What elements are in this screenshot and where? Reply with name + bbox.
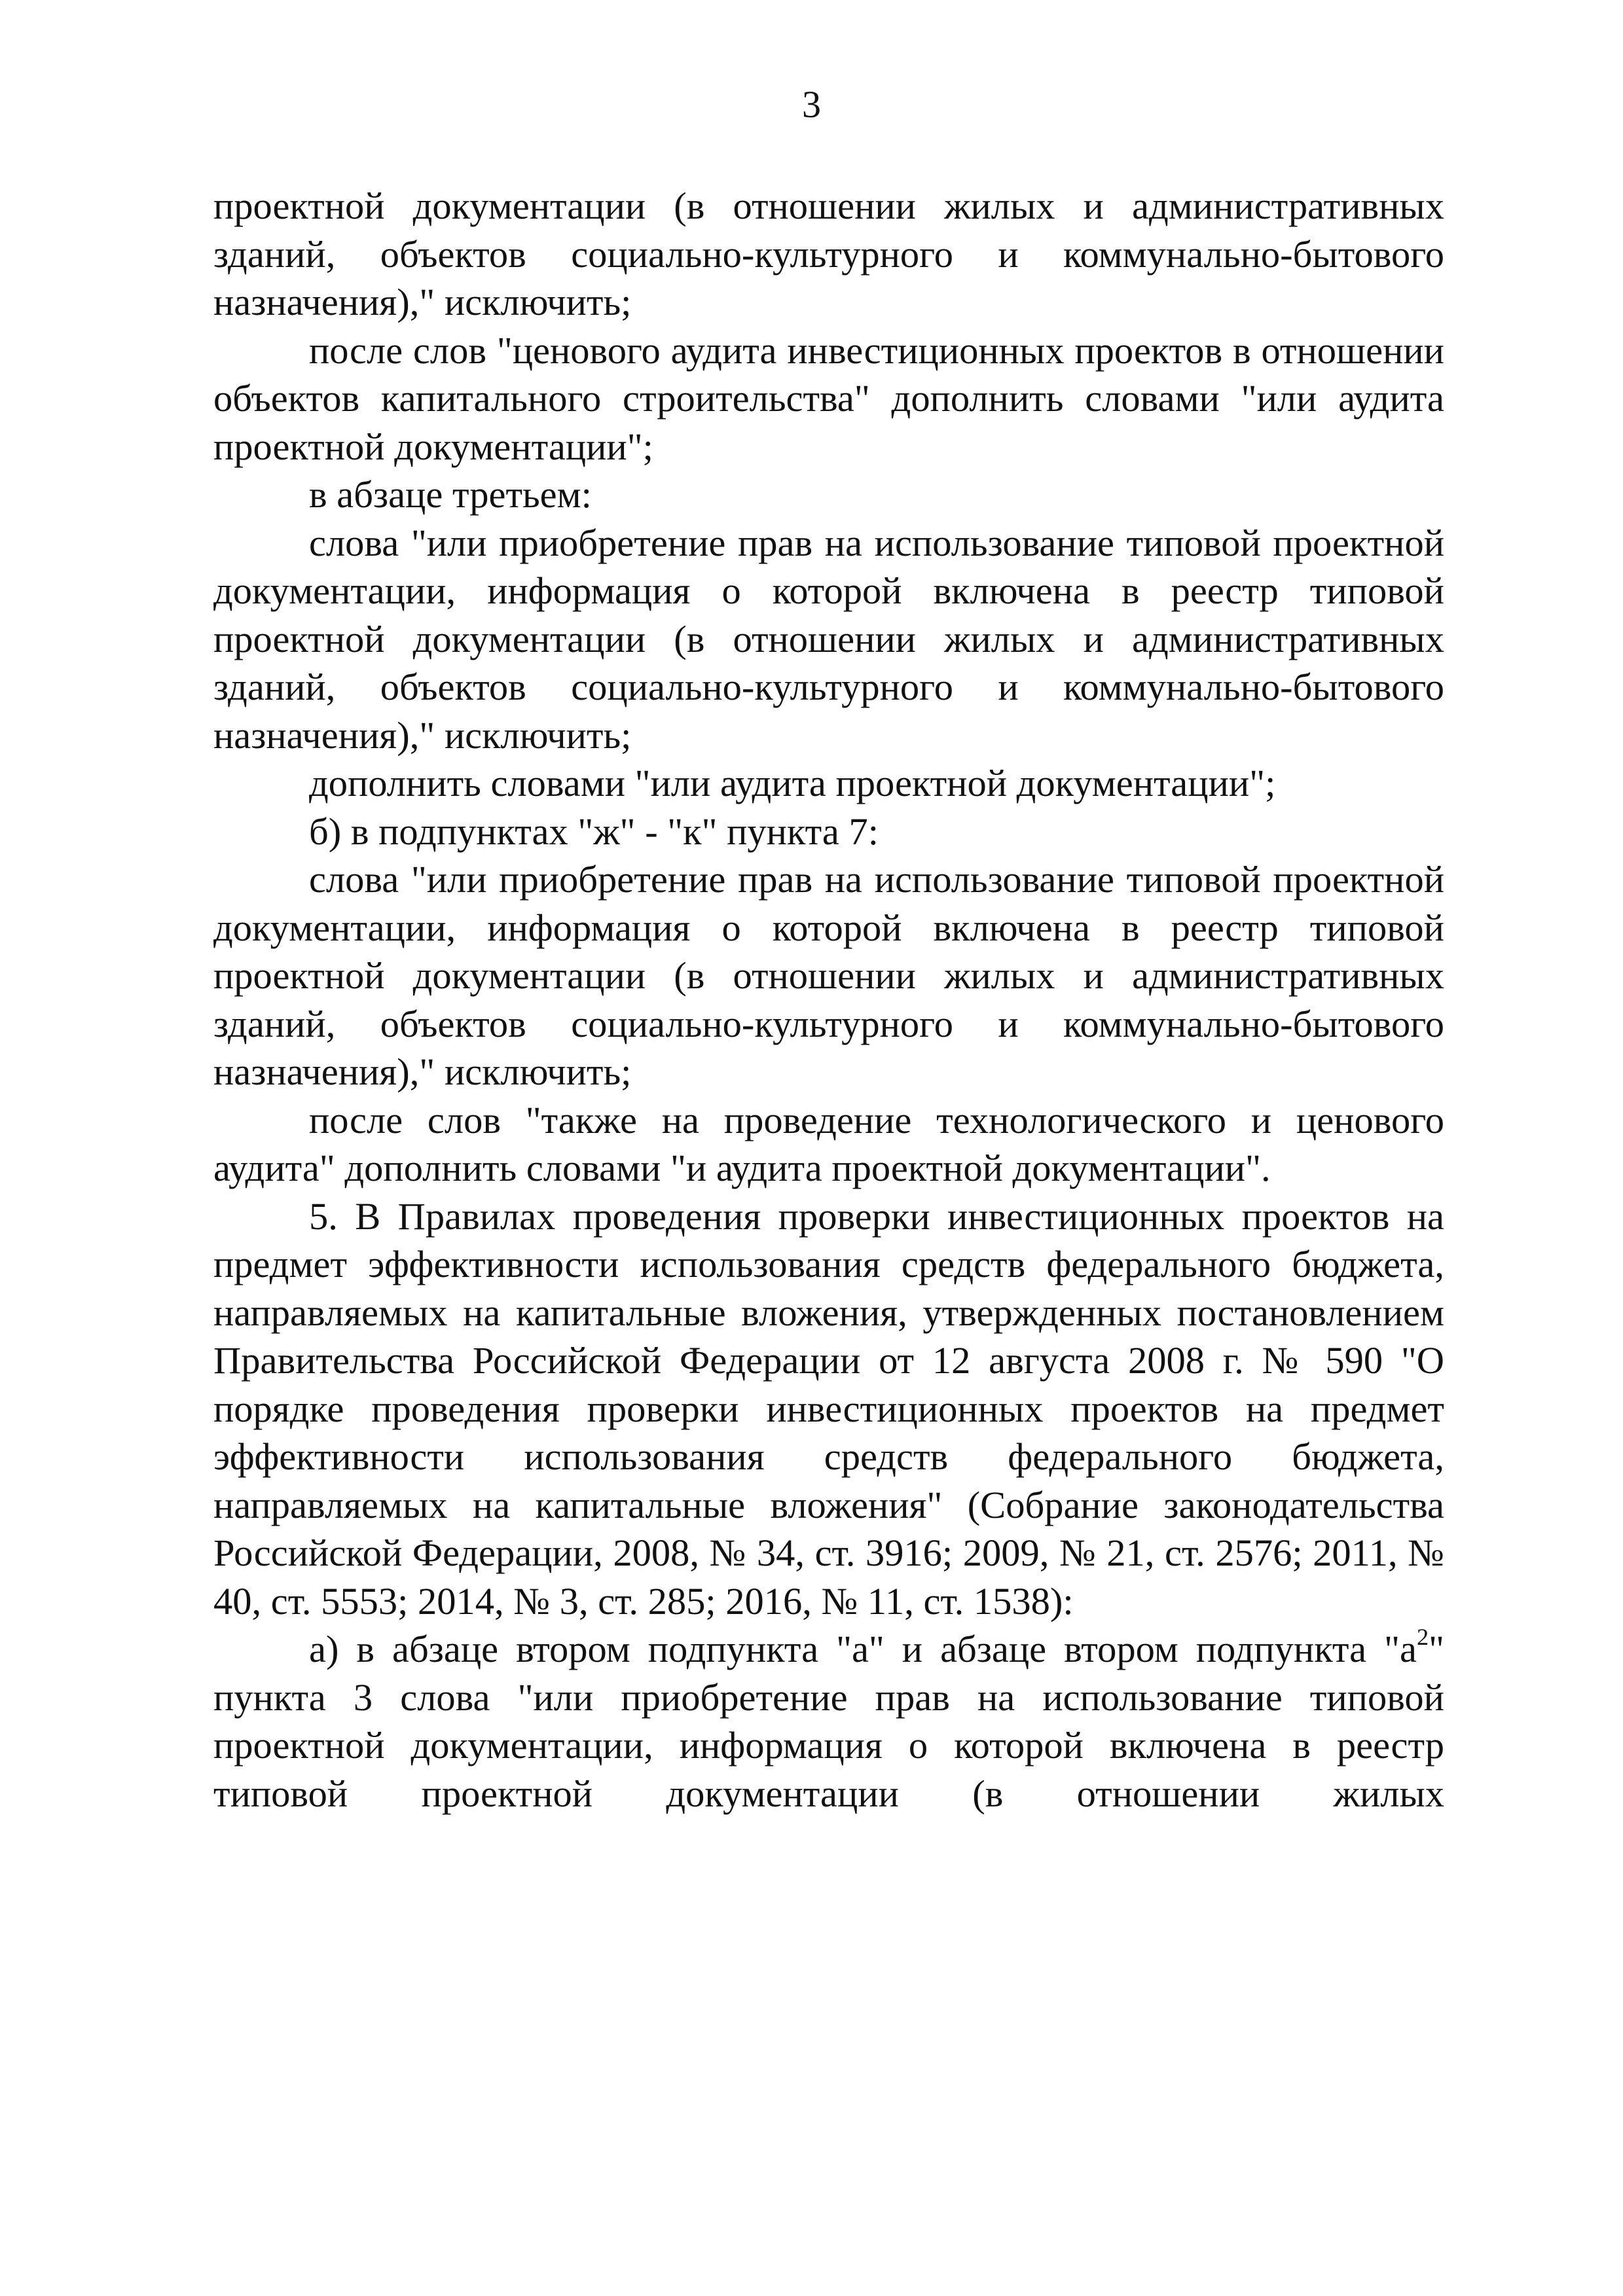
paragraph-continuation: проектной документации (в отношении жилых и административных зданий, объектов социально-культурного и коммунально-бытового назначения)," исключить; (213, 185, 1444, 323)
paragraph: слова "или приобретение прав на использование типовой проектной документации, информация о которой включена в реестр типовой проектной документации (в отношении жилых и административных зданий, объектов социально-культурного и коммунально-бытового назначения)," исключить; (213, 521, 1444, 757)
paragraph-item-5: 5. В Правилах проведения проверки инвестиционных проектов на предмет эффективности использования средств федерального бюджета, направляемых на капитальные вложения, утвержденных постановлением Правительства Российской Федерации от 12 августа 2008 г. № 590 "О порядке проведения проверки инвестиционных проектов на предмет эффективности использования средств федерального бюджета, направляемых на капитальные вложения" (Собрание законодательства Российской Федерации, 2008, № 34, ст. 3916; 2009, № 21, ст. 2576; 2011, № 40, ст. 5553; 2014, № 3, ст. 285; 2016, № 11, ст. 1538): (213, 1194, 1444, 1623)
paragraph-text-part: а) в абзаце втором подпункта "а" и абзаце втором подпункта "а (309, 1628, 1417, 1670)
paragraph: слова "или приобретение прав на использование типовой проектной документации, информация о которой включена в реестр типовой проектной документации (в отношении жилых и административных зданий, объектов социально-культурного и коммунально-бытового назначения)," исключить; (213, 858, 1444, 1093)
paragraph: после слов "также на проведение технологического и ценового аудита" дополнить словами "и аудита проектной документации". (213, 1098, 1444, 1189)
paragraph-subitem-a (213, 1625, 1444, 1818)
document-body (213, 182, 1444, 1818)
paragraph: в абзаце третьем: (309, 473, 592, 516)
paragraph: дополнить словами "или аудита проектной документации"; (309, 762, 1276, 804)
paragraph: б) в подпунктах "ж" - "к" пункта 7: (309, 810, 879, 853)
paragraph: после слов "ценового аудита инвестиционных проектов в отношении объектов капитального строительства" дополнить словами "или аудита проектной документации"; (213, 329, 1444, 468)
superscript: 2 (1416, 1624, 1429, 1651)
paragraph-text-part: " пункта 3 слова "или приобретение прав на использование типовой проектной документации, информация о которой включена в реестр типовой проектной документации (в отношении жилых (213, 1628, 1444, 1815)
page-number: 3 (802, 83, 821, 126)
